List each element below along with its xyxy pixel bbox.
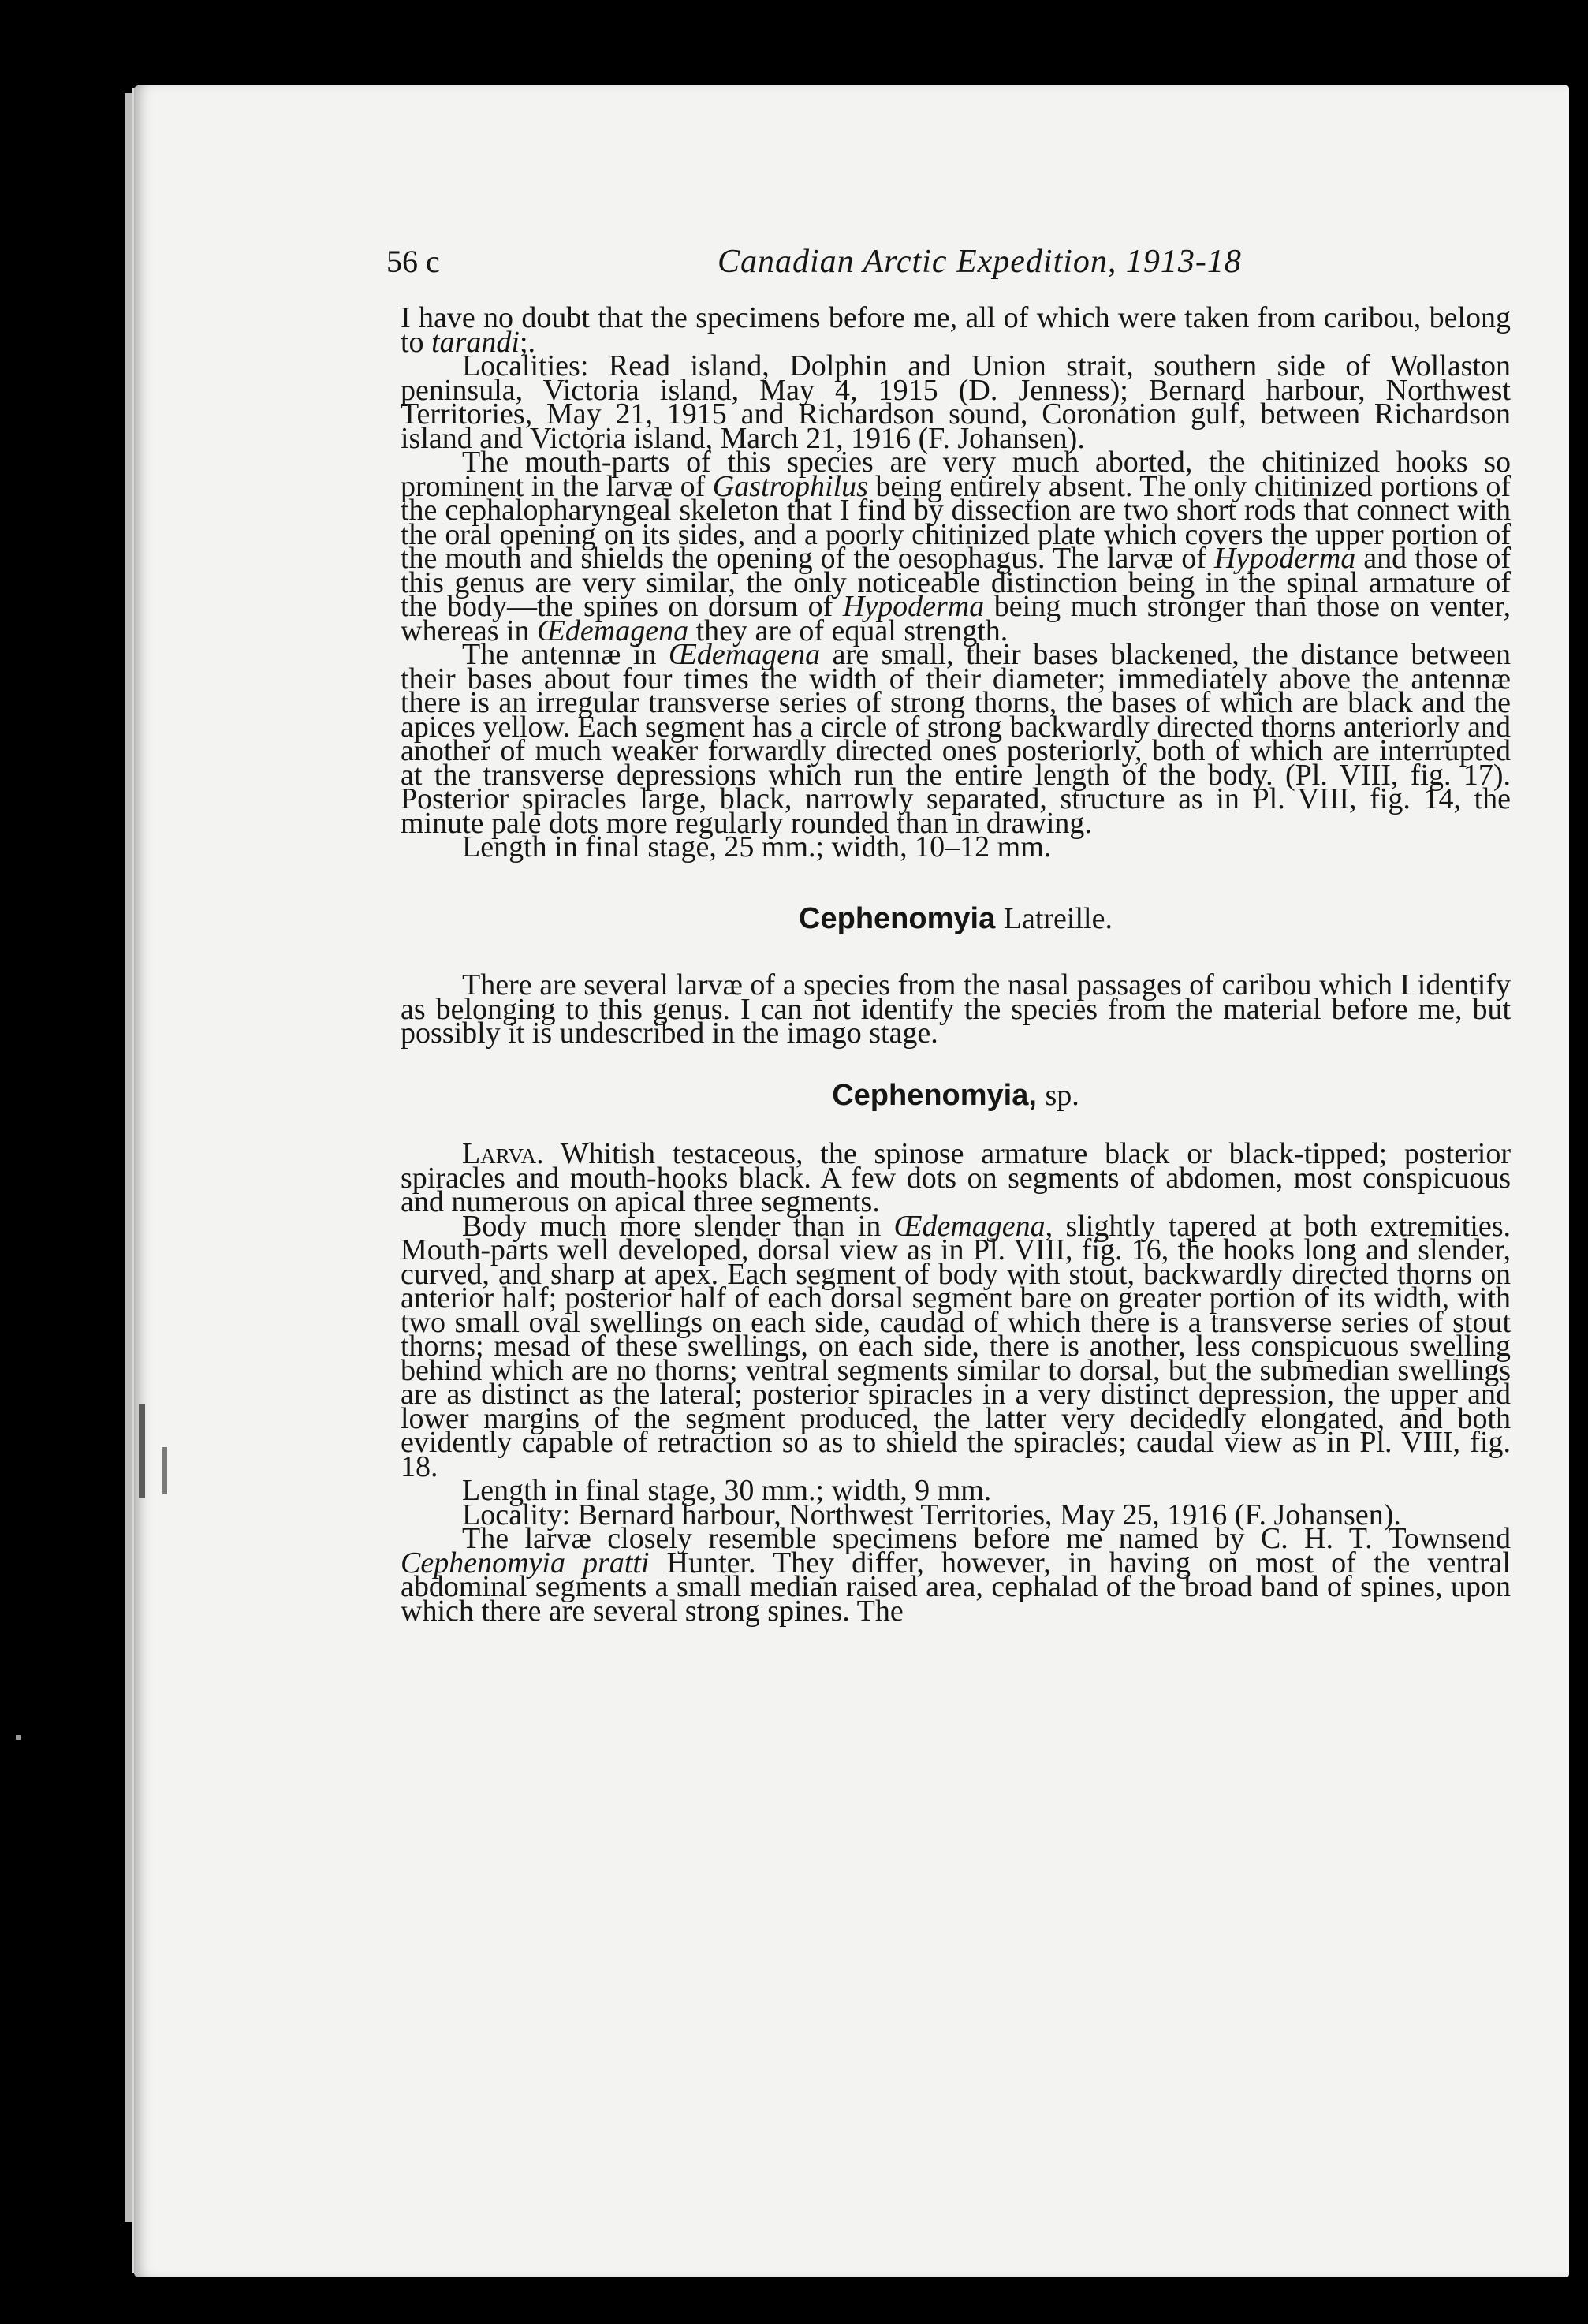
page-number: 56 c [386,244,440,279]
binding-mark [162,1447,167,1494]
paragraph: There are several larvæ of a species from the nasal passages of caribou which I identify as belonging to this genus. I can not identify the species from the material before me, but possibly it is undescribed in the imago stage. [401,968,1511,1050]
species-heading: Cephenomyia, sp. [832,1078,1079,1112]
paragraph: Body much more slender than in Œdemagena, slightly tapered at both extremities. Mouth-parts well developed, dorsal view as in Pl. VIII, fig. 16, the hooks long and slender, curved, and sharp at apex. Each segment of body with stout, backwardly directed thorns on anterior half; posterior half of each dorsal segment bare on greater portion of its width, with two small oval swellings on each side, caudad of which there is a transverse series of stout thorns; mesad of these swellings, on each side, there is another, less conspicuous swelling behind which are no thorns; ventral segments similar to dorsal, but the submedian swellings are as distinct as the lateral; posterior spiracles in a very distinct depression, the upper and lower margins of the segment produced, the latter very decidedly elongated, and both evidently capable of retraction so as to shield the spiracles; caudal view as in Pl. VIII, fig. 18. [401,1209,1512,1483]
paragraph-measurements: Length in final stage, 30 mm.; width, 9 mm. [462,1474,992,1507]
paragraph-locality: Locality: Bernard harbour, Northwest Territories, May 25, 1916 (F. Johansen). [462,1498,1401,1531]
page-header [386,243,1514,282]
paragraph: I have no doubt that the specimens before me, all of which were taken from caribou, belong to tarandi;. [401,301,1511,359]
page-body [401,301,1512,1628]
paragraph-measurements: Length in final stage, 25 mm.; width, 10–12 mm. [462,830,1052,864]
paragraph: The larvæ closely resemble specimens before me named by C. H. T. Townsend Cephenomyia pratti Hunter. They differ, however, in having on most of the ventral abdominal segments a small median raised area, cephalad of the broad band of spines, upon which there are several strong spines. The [401,1522,1511,1628]
paragraph: The antennæ in Œdemagena are small, their bases blackened, the distance between their bases about four times the width of their diameter; immediately above the antennæ there is an irregular transverse series of strong thorns, the bases of which are black and the apices yellow. Each segment has a circle of strong backwardly directed thorns anteriorly and another of much weaker forwardly directed ones posteriorly, both of which are interrupted at the transverse depressions which run the entire length of the body. (Pl. VIII, fig. 17). Posterior spiracles large, black, narrowly separated, structure as in Pl. VIII, fig. 14, the minute pale dots more regularly rounded than in drawing. [401,638,1511,840]
paragraph: The mouth-parts of this species are very much aborted, the chitinized hooks so prominent in the larvæ of Gastrophilus being entirely absent. The only chitinized portions of the cephalopharyngeal skeleton that I find by dissection are two short rods that connect with the oral opening on its sides, and a poorly chitinized plate which covers the upper portion of the mouth and shields the opening of the oesophagus. The larvæ of Hypoderma and those of this genus are very similar, the only noticeable distinction being in the spinal armature of the body—the spines on dorsum of Hypoderma being much stronger than those on venter, whereas in Œdemagena they are of equal strength. [401,446,1511,647]
scan-speck [16,1735,21,1740]
binding-mark [139,1404,145,1498]
paragraph-larva: Larva. Whitish testaceous, the spinose armature black or black-tipped; posterior spiracles and mouth-hooks black. A few dots on segments of abdomen, most conspicuous and numerous on apical three segments. [401,1137,1511,1218]
running-title: Canadian Arctic Expedition, 1913-18 [718,244,1242,280]
genus-heading: Cephenomyia Latreille. [799,901,1113,935]
paragraph-localities: Localities: Read island, Dolphin and Union strait, southern side of Wollaston peninsula, Victoria island, May 4, 1915 (D. Jenness); Bernard harbour, Northwest Territories, May 21, 1915 and Richardson sound, Coronation gulf, between Richardson island and Victoria island, March 21, 1916 (F. Johansen). [401,349,1511,455]
